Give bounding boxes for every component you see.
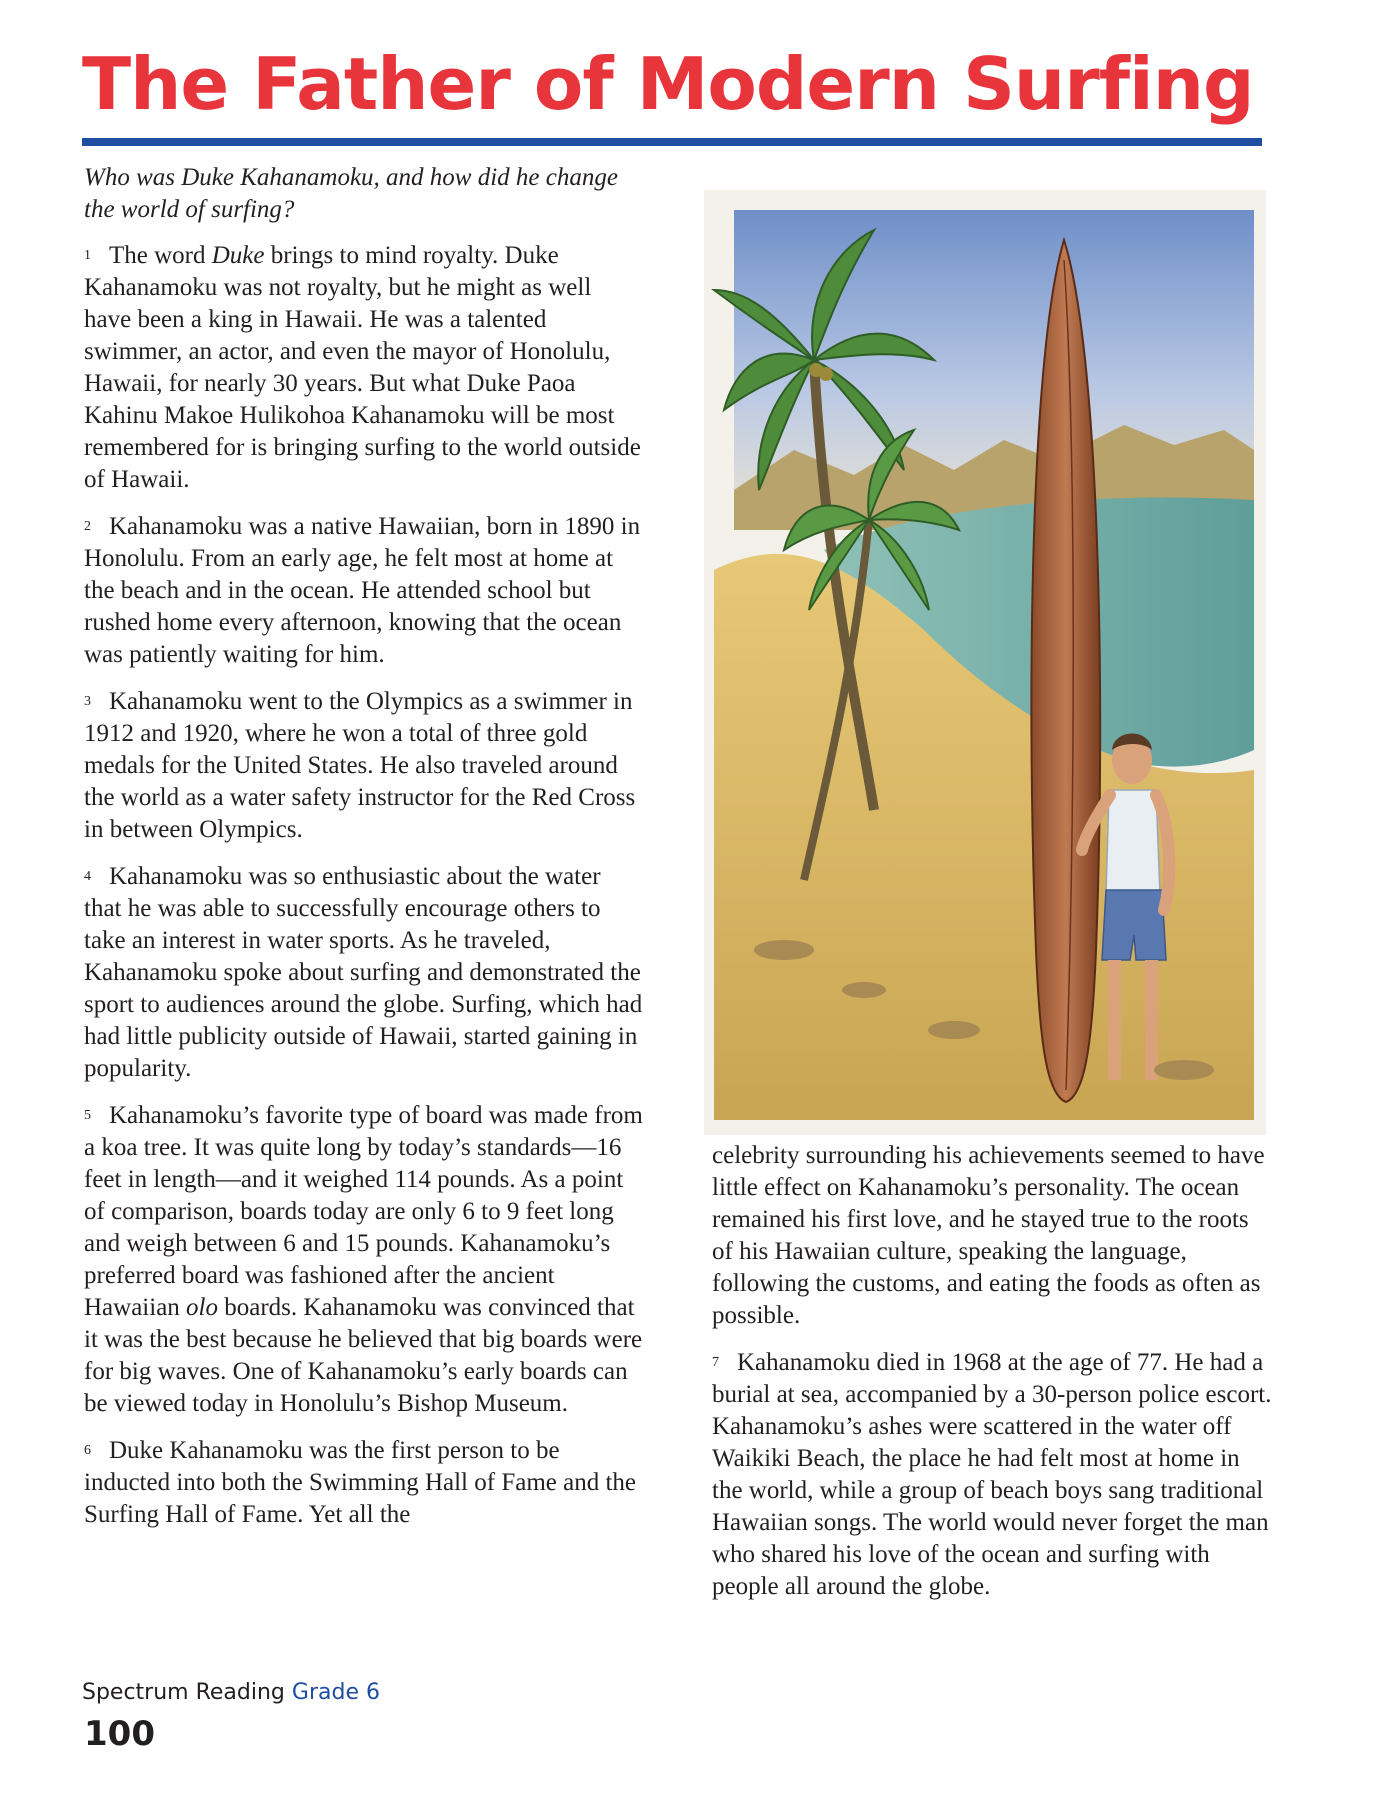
emphasis: olo xyxy=(186,1294,218,1321)
paragraph-3 xyxy=(84,686,644,846)
paragraph-text: The word xyxy=(109,242,212,269)
paragraph-number: 3 xyxy=(84,694,91,709)
paragraph-number: 1 xyxy=(84,248,91,263)
paragraph-5 xyxy=(84,1100,644,1420)
footer-series xyxy=(82,1680,380,1705)
right-column xyxy=(712,1140,1272,1618)
paragraph-6-continued: celebrity surrounding his achievements seemed to have little effect on Kahanamoku’s personality. The ocean remained his first love, and he stayed true to the roots of his Hawaiian culture, speaking the language, following the customs, and eating the foods as often as possible. xyxy=(712,1142,1265,1329)
grade-label: Grade 6 xyxy=(291,1680,380,1705)
paragraph-7 xyxy=(712,1347,1272,1603)
page-number: 100 xyxy=(84,1714,155,1754)
title-rule xyxy=(82,138,1262,146)
paragraph-4 xyxy=(84,861,644,1085)
paragraph-text: Duke Kahanamoku was the first person to be inducted into both the Swimming Hall of Fame and the Surfing Hall of Fame. Yet all the xyxy=(84,1437,637,1528)
paragraph-number: 5 xyxy=(84,1108,91,1123)
page-title: The Father of Modern Surfing xyxy=(82,42,1254,126)
paragraph-text: boards. Kahanamoku was convinced that it was the best because he believed that big boards were for big waves. One of Kahanamoku’s early boards can be viewed today in Honolulu’s Bishop Museum. xyxy=(84,1294,643,1417)
series-name: Spectrum Reading xyxy=(82,1680,285,1705)
paragraph-text: Kahanamoku died in 1968 at the age of 77. He had a burial at sea, accompanied by a 30-person police escort. Kahanamoku’s ashes were scattered in the water off Waikiki Beach, the place he had felt most at home in the world, while a group of beach boys sang traditional Hawaiian songs. The world would never forget the man who shared his love of the ocean and surfing with people all around the globe. xyxy=(712,1349,1272,1600)
paragraph-6 xyxy=(84,1435,644,1531)
paragraph-number: 6 xyxy=(84,1443,91,1458)
paragraph-number: 7 xyxy=(712,1355,719,1370)
paragraph-text: Kahanamoku was so enthusiastic about the water that he was able to successfully encourage others to take an interest in water sports. As he traveled, Kahanamoku spoke about surfing and demonstrated the sport to audiences around the globe. Surfing, which had had little publicity outside of Hawaii, started gaining in popularity. xyxy=(84,863,643,1082)
paragraph-text: Kahanamoku’s favorite type of board was made from a koa tree. It was quite long by today’s standards—16 feet in length—and it weighed 114 pounds. As a point of comparison, boards today are only 6 to 9 feet long and weigh between 6 and 15 pounds. Kahanamoku’s preferred board was fashioned after the ancient Hawaiian xyxy=(84,1102,643,1321)
paragraph-number: 2 xyxy=(84,519,91,534)
surfer-illustration xyxy=(704,190,1266,1135)
emphasis: Duke xyxy=(211,242,265,269)
paragraph-text: Kahanamoku went to the Olympics as a swimmer in 1912 and 1920, where he won a total of three gold medals for the United States. He also traveled around the world as a water safety instructor for the Red Cross in between Olympics. xyxy=(84,688,636,843)
left-column xyxy=(84,162,644,1546)
paragraph-text: Kahanamoku was a native Hawaiian, born in 1890 in Honolulu. From an early age, he felt most at home at the beach and in the ocean. He attended school but rushed home every afternoon, knowing that the ocean was patiently waiting for him. xyxy=(84,513,641,668)
guiding-question: Who was Duke Kahanamoku, and how did he change the world of surfing? xyxy=(84,164,618,223)
paragraph-2 xyxy=(84,511,644,671)
paragraph-1 xyxy=(84,240,644,496)
paragraph-number: 4 xyxy=(84,869,91,884)
paragraph-text: brings to mind royalty. Duke Kahanamoku was not royalty, but he might as well have been a king in Hawaii. He was a talented swimmer, an actor, and even the mayor of Honolulu, Hawaii, for nearly 30 years. But what Duke Paoa Kahinu Makoe Hulikohoa Kahanamoku will be most remembered for is bringing surfing to the world outside of Hawaii. xyxy=(84,242,641,493)
